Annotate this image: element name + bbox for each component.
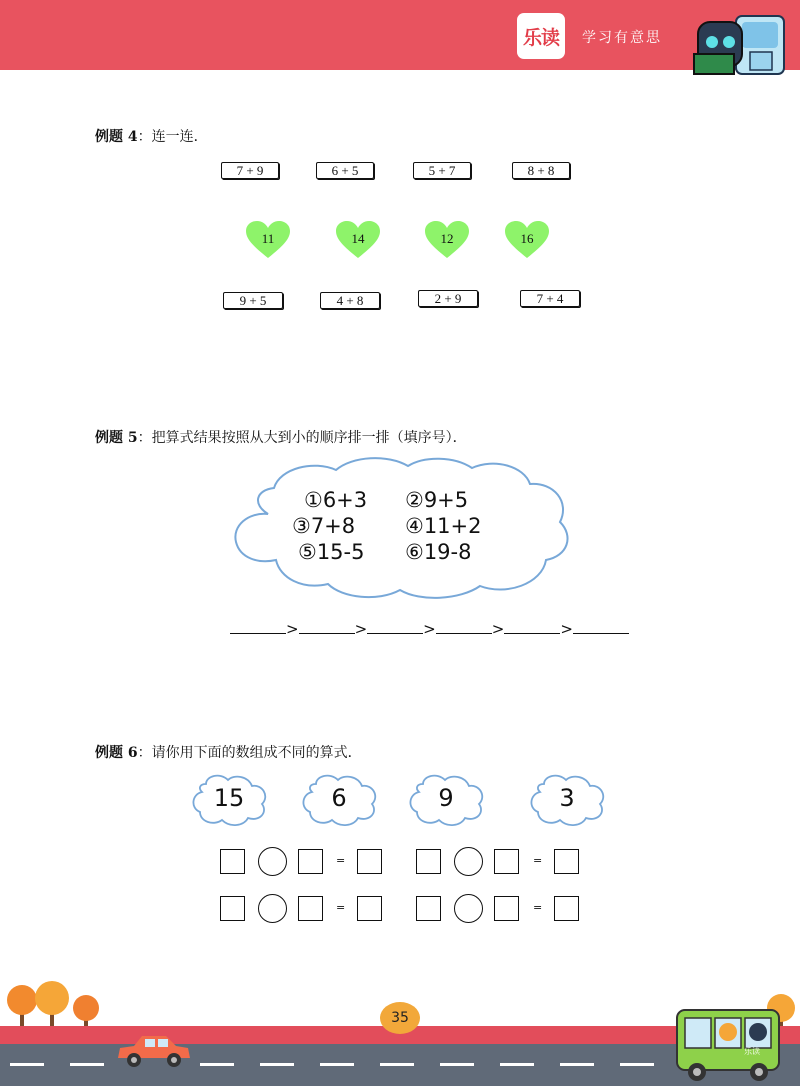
- result-box[interactable]: [554, 849, 579, 874]
- road-marking: [260, 1063, 294, 1066]
- result-box[interactable]: [554, 896, 579, 921]
- equation-cloud: [228, 456, 574, 604]
- answer-blank[interactable]: [230, 618, 286, 634]
- greater-than-sign: >: [560, 620, 573, 638]
- autumn-trees-illustration: [0, 980, 110, 1030]
- car-illustration: [114, 1030, 192, 1070]
- answer-heart[interactable]: [424, 220, 470, 260]
- greater-than-sign: >: [354, 620, 368, 638]
- number-value: 9: [438, 784, 454, 812]
- example-5-label: 例题 5: [95, 430, 138, 446]
- answer-blank[interactable]: [367, 618, 423, 634]
- brand-logo: 乐读: [517, 13, 565, 59]
- road-marking: [500, 1063, 534, 1066]
- heart-value: 12: [440, 231, 454, 246]
- road-marking: [440, 1063, 474, 1066]
- ordering-blanks: [230, 618, 629, 638]
- heart-value: 14: [351, 231, 365, 246]
- result-box[interactable]: [357, 849, 382, 874]
- greater-than-sign: >: [491, 620, 505, 638]
- road-marking: [380, 1063, 414, 1066]
- equals-sign: =: [336, 854, 346, 867]
- equation-item: ④11+2: [405, 514, 482, 538]
- robot-mascot-illustration: [692, 8, 792, 80]
- equation-item: ⑥19-8: [405, 540, 472, 564]
- road-marking: [10, 1063, 44, 1066]
- number-cloud: [405, 772, 487, 828]
- expression-box[interactable]: 8 + 8: [512, 162, 570, 179]
- example-4-instruction: ：连一连．: [137, 129, 208, 145]
- answer-blank[interactable]: [573, 618, 629, 634]
- equation-item: ⑤15-5: [298, 540, 365, 564]
- example-4-label: 例题 4: [95, 129, 138, 145]
- heart-value: 16: [520, 231, 534, 246]
- equals-sign: =: [533, 854, 543, 867]
- expression-box[interactable]: 7 + 9: [221, 162, 279, 179]
- number-cloud: [188, 772, 270, 828]
- number-cloud: [298, 772, 380, 828]
- expression-box[interactable]: 6 + 5: [316, 162, 374, 179]
- number-box[interactable]: [298, 849, 323, 874]
- number-cloud: [526, 772, 608, 828]
- answer-heart[interactable]: [245, 220, 291, 260]
- example-6-heading: [95, 742, 362, 762]
- road-marking: [200, 1063, 234, 1066]
- example-6-instruction: ：请你用下面的数组成不同的算式．: [137, 745, 362, 761]
- expression-box[interactable]: 2 + 9: [418, 290, 478, 307]
- road-marking: [620, 1063, 654, 1066]
- equation-item: ③7+8: [292, 514, 356, 538]
- answer-heart[interactable]: [335, 220, 381, 260]
- expression-box[interactable]: 7 + 4: [520, 290, 580, 307]
- operator-circle[interactable]: [454, 847, 483, 876]
- number-box[interactable]: [220, 849, 245, 874]
- answer-blank[interactable]: [299, 618, 355, 634]
- number-box[interactable]: [220, 896, 245, 921]
- equals-sign: =: [533, 901, 543, 914]
- equals-sign: =: [336, 901, 346, 914]
- number-box[interactable]: [494, 849, 519, 874]
- number-value: 15: [213, 784, 245, 812]
- answer-heart[interactable]: [504, 220, 550, 260]
- equation-item: ②9+5: [405, 488, 469, 512]
- page-header: [0, 0, 800, 70]
- greater-than-sign: >: [286, 620, 299, 638]
- operator-circle[interactable]: [258, 894, 287, 923]
- example-4-heading: [95, 126, 208, 146]
- school-bus-illustration: [673, 1006, 783, 1084]
- heart-value: 11: [261, 231, 275, 246]
- page-number: 35: [380, 1002, 420, 1034]
- result-box[interactable]: [357, 896, 382, 921]
- expression-box[interactable]: 4 + 8: [320, 292, 380, 309]
- number-box[interactable]: [298, 896, 323, 921]
- equation-item: ①6+3: [304, 488, 368, 512]
- number-value: 3: [559, 784, 575, 812]
- number-box[interactable]: [416, 896, 441, 921]
- number-box[interactable]: [494, 896, 519, 921]
- expression-box[interactable]: 9 + 5: [223, 292, 283, 309]
- answer-blank[interactable]: [436, 618, 492, 634]
- example-6-label: 例题 6: [95, 745, 138, 761]
- answer-blank[interactable]: [504, 618, 560, 634]
- brand-slogan: 学习有意思: [582, 30, 662, 46]
- example-5-instruction: ：把算式结果按照从大到小的顺序排一排（填序号）．: [137, 430, 467, 446]
- greater-than-sign: >: [423, 620, 436, 638]
- number-value: 6: [331, 784, 347, 812]
- road-marking: [560, 1063, 594, 1066]
- bus-sign: 乐读: [744, 1047, 760, 1056]
- operator-circle[interactable]: [454, 894, 483, 923]
- example-5-heading: [95, 427, 467, 447]
- expression-box[interactable]: 5 + 7: [413, 162, 471, 179]
- operator-circle[interactable]: [258, 847, 287, 876]
- road-marking: [70, 1063, 104, 1066]
- number-box[interactable]: [416, 849, 441, 874]
- road-marking: [320, 1063, 354, 1066]
